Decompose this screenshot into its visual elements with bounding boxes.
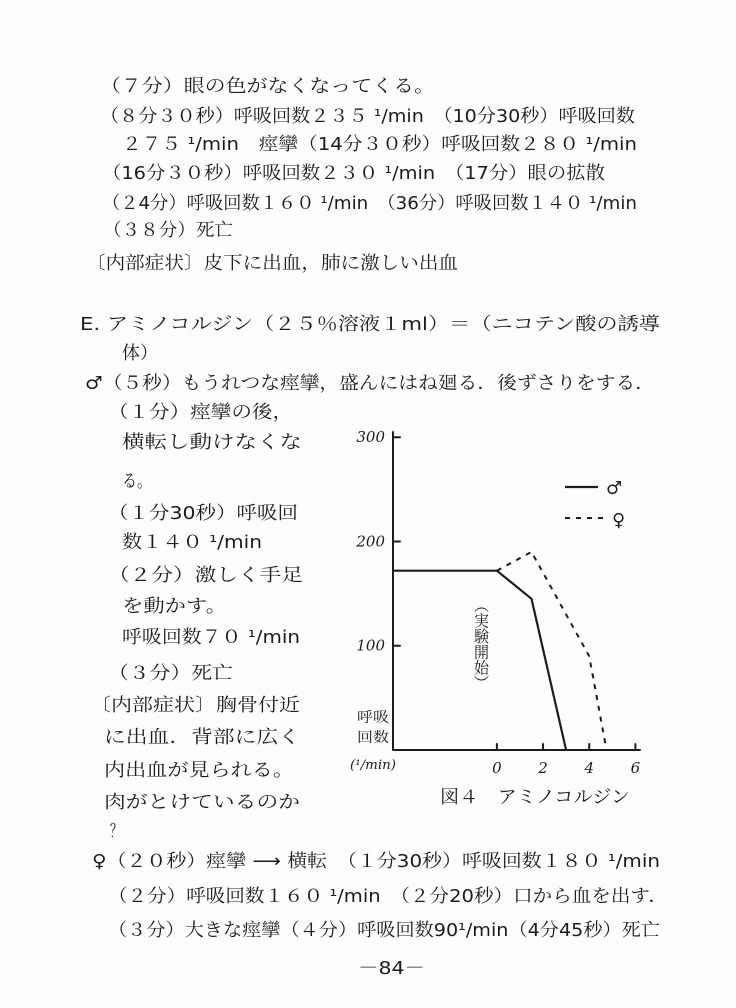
y-axis-label-line-1: 呼吸 xyxy=(357,710,389,726)
figure-4-chart xyxy=(350,428,641,808)
male-line-2: 横転し動けなくな xyxy=(122,432,302,453)
top-line-3: ２７５ ¹/min 痙攣（14分３０秒）呼吸回数２８０ ¹/min xyxy=(122,134,637,155)
top-block xyxy=(86,76,637,274)
y-axis-unit: (¹/min) xyxy=(350,758,396,773)
male-line-9: （３分）死亡 xyxy=(108,663,233,684)
male-line-13: 肉がとけているのか xyxy=(104,792,300,813)
series-line-female xyxy=(497,552,607,750)
section-e xyxy=(80,314,668,941)
male-line-7: を動かす。 xyxy=(122,596,227,617)
x-tick-label-4: 4 xyxy=(584,759,594,777)
top-line-6: （３８分）死亡 xyxy=(103,220,233,241)
experiment-start-annotation: （実験開始） xyxy=(472,597,490,687)
male-line-14: ？ xyxy=(110,821,122,842)
y-axis-label-line-2: 回数 xyxy=(357,730,385,746)
figure-caption: 図４ アミノコルジン xyxy=(440,787,630,808)
top-line-5: （２4分）呼吸回数１６０ ¹/min （36分）呼吸回数１４０ ¹/min xyxy=(102,193,637,214)
male-line-3: る。 xyxy=(122,471,152,492)
male-line-1: （１分）痙攣の後， xyxy=(108,402,293,423)
page-number: －84－ xyxy=(358,958,425,979)
male-line-12: 内出血が見られる。 xyxy=(104,760,294,781)
x-tick-label-2: 2 xyxy=(538,759,548,777)
y-tick-label-200: 200 xyxy=(356,532,385,551)
top-line-4: （16分３０秒）呼吸回数２３０ ¹/min （17分）眼の拡散 xyxy=(102,163,605,184)
internal-symptoms-line: 〔内部症状〕皮下に出血，肺に激しい出血 xyxy=(86,253,458,274)
x-tick-label-0: 0 xyxy=(492,759,502,777)
legend-label-male: ♂ xyxy=(606,478,623,499)
section-e-heading-cont: 体） xyxy=(122,343,158,364)
male-line-11: に出血．背部に広く xyxy=(104,727,300,748)
male-intro-line: ♂（５秒）もうれつな痙攣，盛んにはね廻る．後ずさりをする． xyxy=(85,373,655,394)
legend-label-female: ♀ xyxy=(612,510,626,531)
top-line-2: （８分３０秒）呼吸回数２３５ ¹/min （10分30秒）呼吸回数 xyxy=(100,106,635,127)
male-line-8: 呼吸回数７０ ¹/min xyxy=(122,627,300,648)
female-notes xyxy=(92,851,668,941)
male-line-4: （１分30秒）呼吸回 xyxy=(108,503,298,524)
female-line-1: ♀（２０秒）痙攣 ⟶ 横転 （１分30秒）呼吸回数１８０ ¹/min xyxy=(92,851,660,872)
female-line-3: （３分）大きな痙攣（４分）呼吸回数90¹/min（4分45秒）死亡 xyxy=(108,920,660,941)
female-line-2: （２分）呼吸回数１６０ ¹/min （２分20秒）口から血を出す． xyxy=(108,886,668,907)
top-line-1: （７分）眼の色がなくなってくる。 xyxy=(100,76,435,97)
y-tick-label-300: 300 xyxy=(356,428,385,447)
section-e-heading: E. アミノコルジン（２５％溶液１ml）＝（ニコテン酸の誘導 xyxy=(80,314,660,335)
male-line-10: 〔内部症状〕胸骨付近 xyxy=(90,695,300,716)
legend xyxy=(565,478,625,531)
y-tick-label-100: 100 xyxy=(356,636,385,655)
x-tick-label-6: 6 xyxy=(630,759,641,777)
male-line-5: 数１４０ ¹/min xyxy=(122,532,262,553)
male-line-6: （２分）激しく手足 xyxy=(108,565,303,586)
male-notes-column xyxy=(90,402,303,842)
